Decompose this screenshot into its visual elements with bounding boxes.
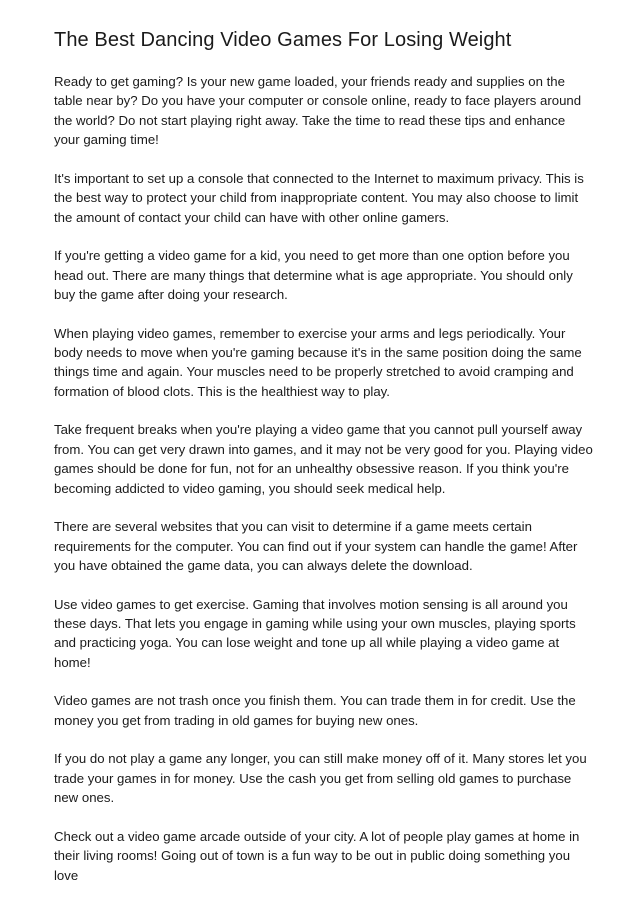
- paragraph-5: Take frequent breaks when you're playing a video game that you cannot pull yourself away from. You can get very drawn into games, and it may not be very good for you. Playing video games should be done for fun, not for an unhealthy obsessive reason. If you think you're becoming addicted to video gaming, you should seek medical help.: [54, 422, 593, 496]
- paragraph-2: It's important to set up a console that connected to the Internet to maximum privacy. This is the best way to protect your child from inappropriate content. You may also choose to limit the amount of contact your child can have with other online gamers.: [54, 170, 584, 225]
- paragraph-6: There are several websites that you can visit to determine if a game meets certain requirements for the computer. You can find out if your system can handle the game! After you have obtained the game data, you can always delete the download.: [54, 519, 578, 574]
- paragraph-10: Check out a video game arcade outside of your city. A lot of people play games at home in their living rooms! Going out of town is a fun way to be out in public doing something you love: [54, 828, 580, 883]
- paragraph-3: If you're getting a video game for a kid, you need to get more than one option before you head out. There are many things that determine what is age appropriate. You should only buy the game after doing your research.: [54, 248, 573, 303]
- document-title: The Best Dancing Video Games For Losing Weight: [54, 29, 512, 51]
- paragraph-7: Use video games to get exercise. Gaming that involves motion sensing is all around you these days. That lets you engage in gaming while using your own muscles, playing sports and practicing yoga. You can lose weight and tone up all while playing a video game at home!: [54, 596, 576, 670]
- document-page: [54, 26, 594, 904]
- paragraph-4: When playing video games, remember to exercise your arms and legs periodically. Your body needs to move when you're gaming because it's in the same position doing the same things time and again. Your muscles need to be properly stretched to avoid cramping and formation of blood clots. This is the healthiest way to play.: [54, 325, 582, 399]
- paragraph-8: Video games are not trash once you finish them. You can trade them in for credit. Use the money you get from trading in old games for buying new ones.: [54, 693, 576, 728]
- paragraph-9: If you do not play a game any longer, you can still make money off of it. Many stores let you trade your games in for money. Use the cash you get from selling old games to purchase new ones.: [54, 751, 587, 806]
- paragraph-1: Ready to get gaming? Is your new game loaded, your friends ready and supplies on the table near by? Do you have your computer or console online, ready to face players around the world? Do not start playing right away. Take the time to read these tips and enhance your gaming time!: [54, 74, 582, 148]
